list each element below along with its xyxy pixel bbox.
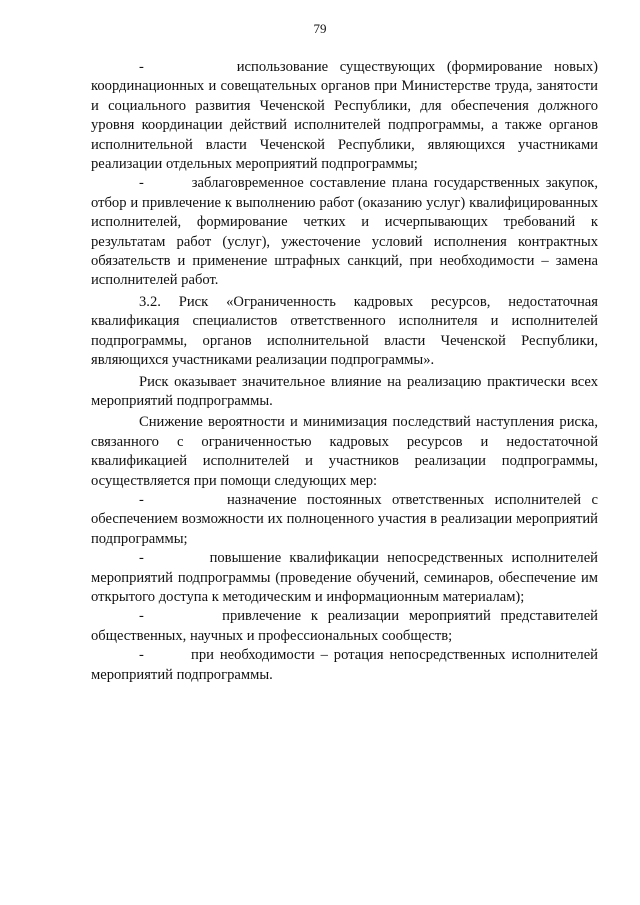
paragraph-measure-involvement: - привлечение к реализации мероприятий представителей общественных, научных и профессиональных сообществ; (91, 608, 598, 644)
paragraph-risk-3-2: 3.2. Риск «Ограниченность кадровых ресурсов, недостаточная квалификация специалистов ответственного исполнителя и исполнителей подпрограммы, органов исполнительной власти Чеченской Республики, являющихся участниками реализации подпрограммы». (91, 293, 598, 369)
page-number: 79 (313, 21, 327, 36)
paragraph-coordination-bodies: - использование существующих (формирование новых) координационных и совещательных органов при Министерстве труда, занятости и социального развития Чеченской Республики, для обеспечения должного уровня координации действий исполнителей подпрограммы, а также органов исполнительной власти Чеченской Республики, являющихся участниками реализации отдельных мероприятий подпрограммы; (91, 59, 598, 173)
paragraph-measure-training: - повышение квалификации непосредственных исполнителей мероприятий подпрограммы (проведение обучений, семинаров, обеспечение им открытого доступа к методическим и информационным материалам); (91, 550, 598, 605)
document-body (91, 58, 598, 685)
paragraph-measure-rotation: - при необходимости – ротация непосредственных исполнителей мероприятий подпрограммы. (91, 647, 598, 683)
paragraph-risk-impact: Риск оказывает значительное влияние на реализацию практически всех мероприятий подпрограммы. (91, 373, 598, 409)
paragraph-risk-mitigation: Снижение вероятности и минимизация последствий наступления риска, связанного с ограниченностью кадровых ресурсов и недостаточной квалификацией исполнителей и участников реализации подпрограммы, осуществляется при помощи следующих мер: (91, 414, 598, 489)
paragraph-measure-appointment: - назначение постоянных ответственных исполнителей с обеспечением возможности их полноценного участия в реализации мероприятий подпрограммы; (91, 491, 598, 547)
paragraph-procurement-plan: - заблаговременное составление плана государственных закупок, отбор и привлечение к выполнению работ (оказанию услуг) квалифицированных исполнителей, формирование четких и исчерпывающих требований к результатам работ (услуг), ужесточение условий исполнения контрактных обязательств и применение штрафных санкций, при необходимости – замена исполнителей работ. (91, 175, 598, 289)
